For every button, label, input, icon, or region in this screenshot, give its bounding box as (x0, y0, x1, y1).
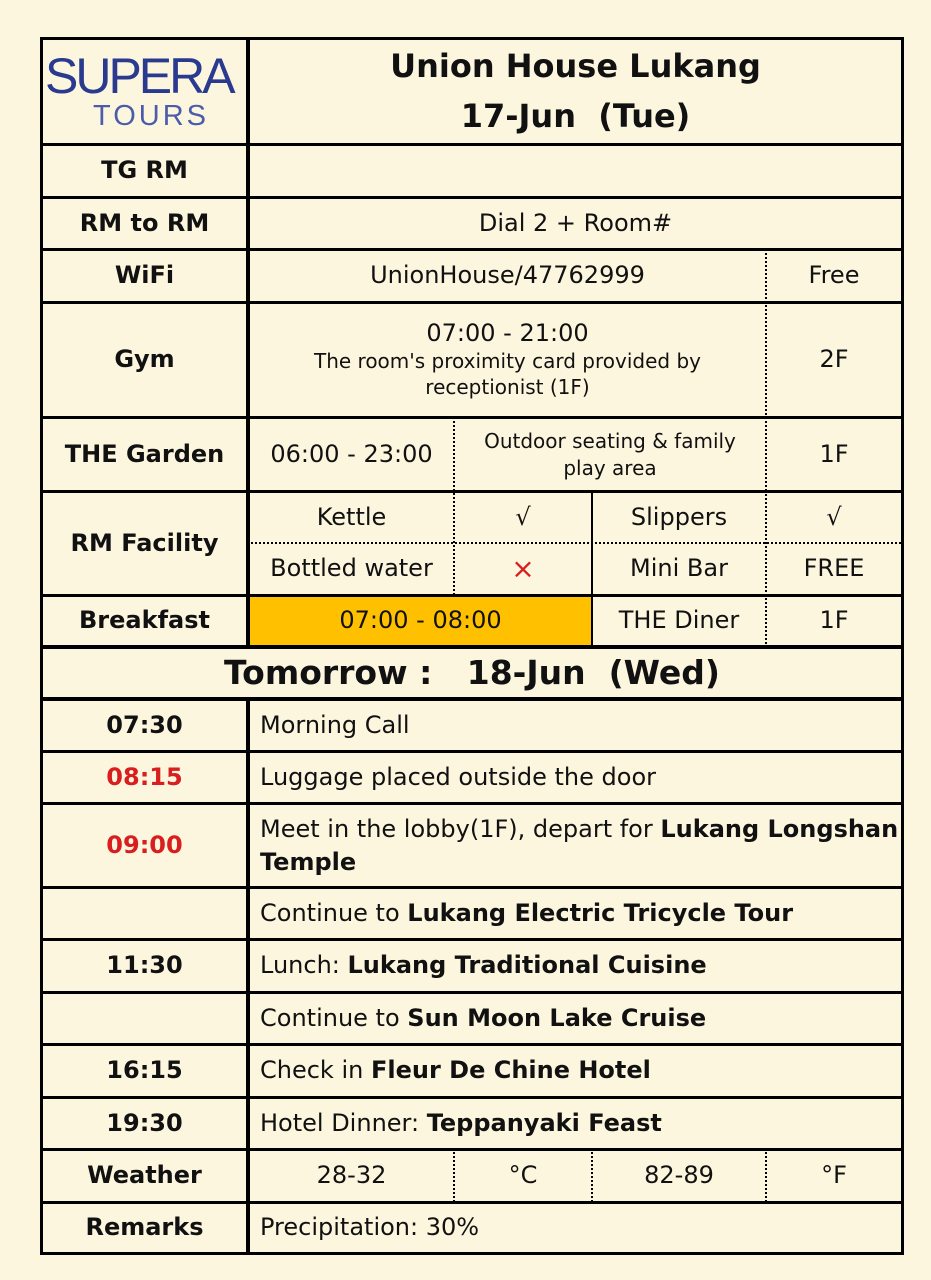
facility-mini-bar-mark: FREE (803, 554, 865, 583)
schedule-activity: Hotel Dinner: Teppanyaki Feast (260, 1108, 662, 1137)
schedule-activity: Meet in the lobby(1F), depart for Lukang Longshan Temple (260, 815, 899, 876)
tomorrow-heading: Tomorrow : 18-Jun (Wed) (224, 653, 720, 693)
facility-item-bottled-water: Bottled water (270, 554, 433, 583)
schedule-time: 09:00 (106, 830, 183, 859)
wifi-note: Free (808, 261, 860, 290)
schedule-activity: Lunch: Lukang Traditional Cuisine (260, 951, 707, 980)
schedule-time (43, 889, 246, 938)
brand-logo (43, 40, 246, 143)
weather-label: Weather (87, 1161, 202, 1190)
facility-label: RM Facility (70, 528, 219, 557)
facility-bottled-water-mark: × (511, 551, 535, 585)
facility-slippers-mark: √ (826, 502, 842, 531)
weather-celsius: 28-32 (316, 1161, 387, 1190)
gym-floor: 2F (819, 345, 849, 374)
tg-rm-value (250, 146, 901, 196)
breakfast-hours: 07:00 - 08:00 (250, 597, 591, 645)
weather-fahrenheit-unit: °F (821, 1161, 847, 1190)
schedule-activity: Continue to Sun Moon Lake Cruise (260, 1003, 707, 1032)
schedule-activity: Morning Call (260, 710, 410, 739)
schedule-time (43, 994, 246, 1043)
garden-floor: 1F (819, 439, 849, 468)
facility-item-kettle: Kettle (316, 502, 387, 531)
hotel-name: Union House Lukang (390, 46, 761, 85)
room-info-sheet (40, 37, 904, 1255)
gym-label: Gym (114, 345, 175, 374)
weather-celsius-unit: °C (508, 1161, 538, 1190)
rm-to-rm-label: RM to RM (79, 208, 210, 237)
gym-note: The room's proximity card provided by receptionist (1F) (313, 348, 701, 399)
breakfast-venue: THE Diner (618, 606, 740, 635)
breakfast-label: Breakfast (79, 606, 210, 635)
schedule-time: 08:15 (106, 762, 183, 791)
schedule-time: 19:30 (106, 1108, 183, 1137)
schedule-time: 07:30 (106, 710, 183, 739)
wifi-label: WiFi (114, 261, 175, 290)
breakfast-floor: 1F (819, 606, 849, 635)
schedule-activity: Luggage placed outside the door (260, 762, 656, 791)
schedule-time: 16:15 (106, 1056, 183, 1085)
remarks-value: Precipitation: 30% (260, 1213, 480, 1242)
tg-rm-label: TG RM (101, 156, 188, 185)
garden-hours: 06:00 - 23:00 (270, 439, 433, 468)
garden-label: THE Garden (64, 439, 225, 468)
facility-item-slippers: Slippers (630, 502, 728, 531)
rm-to-rm-value: Dial 2 + Room# (478, 208, 673, 237)
schedule-activity: Continue to Lukang Electric Tricycle Tour (260, 898, 794, 927)
garden-note: Outdoor seating & family play area (484, 428, 736, 480)
page-title (250, 40, 901, 143)
weather-fahrenheit: 82-89 (644, 1161, 714, 1190)
facility-item-mini-bar: Mini Bar (630, 554, 728, 583)
schedule-activity: Check in Fleur De Chine Hotel (260, 1056, 651, 1085)
gym-details (250, 304, 765, 416)
schedule-time: 11:30 (106, 951, 183, 980)
header-date: 17-Jun (Tue) (460, 96, 691, 135)
wifi-credentials: UnionHouse/47762999 (370, 261, 645, 290)
remarks-label: Remarks (85, 1213, 204, 1242)
brand-name: SUPERA (45, 48, 233, 105)
gym-hours: 07:00 - 21:00 (426, 319, 589, 348)
facility-kettle-mark: √ (515, 502, 531, 531)
brand-sub: TOURS (93, 100, 209, 133)
